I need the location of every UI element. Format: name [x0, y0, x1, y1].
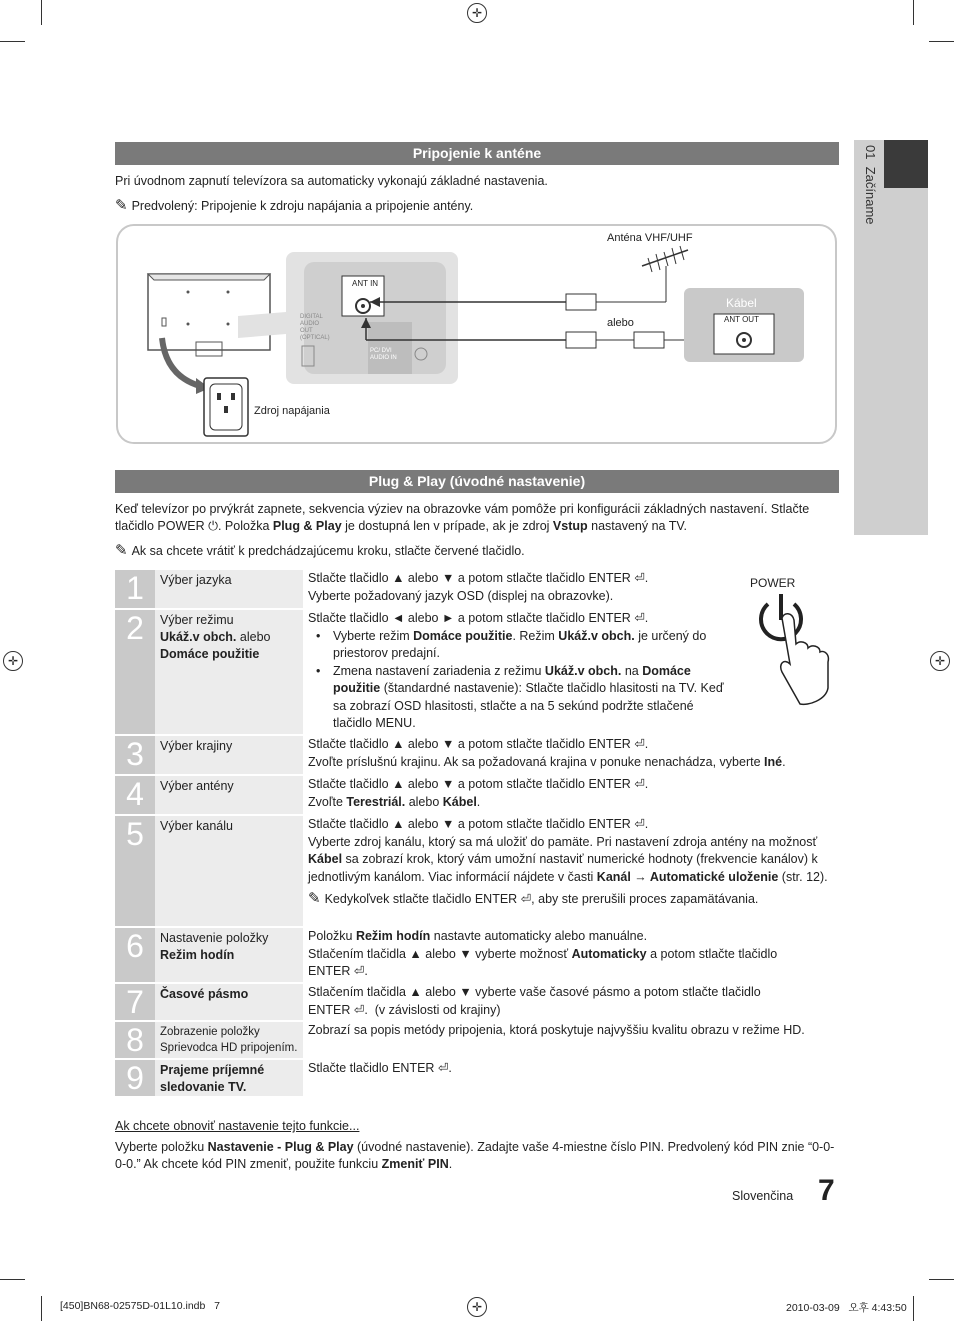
registration-icon: ✛	[467, 3, 487, 23]
crop-mark	[41, 0, 42, 25]
note-pencil-icon: ✎	[115, 542, 128, 559]
power-arrow	[162, 338, 200, 386]
note-pencil-icon: ✎	[115, 197, 128, 214]
crop-mark	[929, 1279, 954, 1280]
step-label: Časové pásmo	[155, 984, 303, 1020]
tv-stand	[196, 342, 222, 356]
step-label: Zobrazenie položky Sprievodca HD pripojením.	[155, 1022, 303, 1058]
step-number: 3	[115, 736, 155, 774]
step-description: Stlačte tlačidlo ▲ alebo ▼ a potom stlačte tlačidlo ENTER ⏎. Zvoľte príslušnú krajinu. Ak sa požadovaná krajina v ponuke nenachádza, vyberte Iné.	[308, 737, 786, 769]
step-description: Stlačte tlačidlo ◄ alebo ► a potom stlačte tlačidlo ENTER ⏎. • Vyberte režim Domáce použitie. Režim Ukáž.v obch. je určený do priestorov predajní. • Zmena nastavení zariadenia z režimu Ukáž.v obch. na Domáce použitie (štandardné nastavenie): Stlačte tlačidlo hlasitosti na TV. Keď sa zobrazí OSD hlasitosti, stlačte a na 5 sekúnd podržte stlačené tlačidlo MENU.	[308, 610, 728, 733]
footer-date: 2010-03-09 오후 4:43:50	[786, 1302, 907, 1314]
chapter-tab-marker	[884, 140, 928, 188]
ant-in-label: ANT IN	[352, 279, 379, 288]
enter-icon: ⏎	[437, 1061, 449, 1075]
crop-mark	[913, 0, 914, 25]
footer-language: Slovenčina	[732, 1189, 794, 1203]
connection-diagram	[116, 224, 837, 444]
step-number: 6	[115, 928, 155, 982]
power-icon: ⏻	[208, 519, 218, 533]
port-pcdvi-label: PC/ DVI AUDIO IN	[370, 348, 397, 361]
step-label: Nastavenie položky Režim hodín	[155, 928, 303, 982]
chapter-label: 01 Začíname	[863, 145, 878, 225]
step-label: Výber antény	[155, 776, 303, 814]
step-row	[115, 984, 839, 1020]
ant-out-label: ANT OUT	[724, 315, 759, 324]
page-number: 7	[818, 1174, 835, 1207]
step-row	[115, 610, 839, 734]
enter-icon: ⏎	[634, 611, 645, 625]
step-row	[115, 776, 839, 814]
step-row	[115, 736, 839, 774]
step-number: 7	[115, 984, 155, 1020]
reset-text: Vyberte položku Nastavenie - Plug & Play (úvodné nastavenie). Zadajte vaše 4-miestne číslo PIN. Predvolený kód PIN znie “0-0-0-0.” Ak chcete kód PIN zmeniť, použite funkciu Zmeniť PIN.	[115, 1140, 835, 1171]
connector	[566, 294, 596, 310]
enter-icon: ⏎	[634, 571, 645, 585]
step-description: Položku Režim hodín nastavte automaticky alebo manuálne. Stlačením tlačidla ▲ alebo ▼ vyberte možnosť Automaticky a potom stlačte tlačidlo ENTER ⏎.	[308, 929, 778, 978]
section-title-plug-play: Plug & Play (úvodné nastavenie)	[115, 470, 839, 493]
diagram-svg	[118, 226, 835, 442]
step-number: 9	[115, 1060, 155, 1096]
step-label: Výber krajiny	[155, 736, 303, 774]
crop-mark	[0, 41, 25, 42]
note-pencil-icon: ✎	[308, 890, 321, 907]
enter-icon: ⏎	[634, 777, 645, 791]
intro-text: Pri úvodnom zapnutí televízora sa automaticky vykonajú základné nastavenia.	[115, 174, 548, 188]
step-row	[115, 816, 839, 926]
step-row	[115, 1022, 839, 1058]
step-label: Výber jazyka	[155, 570, 303, 608]
step-number: 2	[115, 610, 155, 734]
crop-mark	[0, 1279, 25, 1280]
step-row	[115, 928, 839, 982]
enter-icon: ⏎	[634, 737, 645, 751]
step-label: Prajeme príjemné sledovanie TV.	[155, 1060, 303, 1096]
note: ✎ Predvolený: Pripojenie k zdroju napájania a pripojenie antény.	[115, 197, 474, 214]
step-description: Stlačte tlačidlo ENTER ⏎.	[308, 1061, 452, 1075]
registration-icon: ✛	[467, 1297, 487, 1317]
step-number: 1	[115, 570, 155, 608]
step-description: Stlačte tlačidlo ▲ alebo ▼ a potom stlačte tlačidlo ENTER ⏎. Zvoľte Terestriál. alebo Kábel.	[308, 777, 649, 809]
antenna-icon	[642, 250, 688, 266]
power-button-label: POWER	[750, 576, 796, 590]
step-description: Zobrazí sa popis metódy pripojenia, ktorá poskytuje najvyššiu kvalitu obrazu v režime HD.	[308, 1023, 805, 1037]
step-description: Stlačením tlačidla ▲ alebo ▼ vyberte vaše časové pásmo a potom stlačte tlačidlo ENTER ⏎. (v závislosti od krajiny)	[308, 985, 761, 1017]
intro-text: Keď televízor po prvýkrát zapnete, sekvencia výziev na obrazovke vám pomôže pri konfigurácii základných nastavení. Stlačte tlačidlo POWER ⏻. Položka Plug & Play je dostupná len v prípade, ak je zdroj Vstup nastavený na TV.	[115, 502, 810, 533]
step-number: 4	[115, 776, 155, 814]
enter-icon: ⏎	[520, 892, 532, 906]
enter-icon: ⏎	[353, 964, 365, 978]
port-digital-label: DIGITAL AUDIO OUT (OPTICAL)	[300, 314, 330, 341]
step-description: Stlačte tlačidlo ▲ alebo ▼ a potom stlačte tlačidlo ENTER ⏎. Vyberte zdroj kanálu, ktorý sa má uložiť do pamäte. Pri nastavení zdroja antény na možnosť Kábel sa zobrazí krok, ktorý vám umožní nastaviť numerické hodnoty (frekvencie kanálov) k jednotlivým kanálom. Viac informácií nájdete v časti Kanál → Automatické uloženie (str. 12). ✎ Kedykoľvek stlačte tlačidlo ENTER ⏎, aby ste prerušili proces zapamätávania.	[308, 817, 828, 907]
connector	[566, 332, 596, 348]
cable-label: Kábel	[726, 296, 757, 310]
reset-heading: Ak chcete obnoviť nastavenie tejto funkcie...	[115, 1119, 360, 1133]
step-number: 5	[115, 816, 155, 926]
antenna-label: Anténa VHF/UHF	[607, 232, 693, 244]
footer-file: [450]BN68-02575D-01L10.indb 7	[60, 1300, 220, 1312]
tv-frame	[148, 274, 270, 280]
step-label: Výber kanálu	[155, 816, 303, 926]
registration-icon: ✛	[3, 651, 23, 671]
enter-icon: ⏎	[353, 1002, 365, 1017]
power-label: Zdroj napájania	[254, 405, 330, 417]
step-row	[115, 1060, 839, 1096]
step-label: Výber režimu Ukáž.v obch. alebo Domáce použitie	[155, 610, 303, 734]
alebo-label: alebo	[607, 317, 634, 329]
enter-icon: ⏎	[634, 817, 645, 831]
crop-mark	[929, 41, 954, 42]
step-number: 8	[115, 1022, 155, 1058]
step-row	[115, 570, 839, 608]
step-description: Stlačte tlačidlo ▲ alebo ▼ a potom stlačte tlačidlo ENTER ⏎. Vyberte požadovaný jazyk OSD (displej na obrazovke).	[308, 571, 649, 603]
registration-icon: ✛	[930, 651, 950, 671]
section-title-antenna: Pripojenie k anténe	[115, 142, 839, 165]
crop-mark	[913, 1296, 914, 1321]
note: ✎ Ak sa chcete vrátiť k predchádzajúcemu kroku, stlačte červené tlačidlo.	[115, 542, 525, 559]
connector	[634, 332, 664, 348]
tv-back-outline	[148, 274, 270, 350]
crop-mark	[41, 1296, 42, 1321]
